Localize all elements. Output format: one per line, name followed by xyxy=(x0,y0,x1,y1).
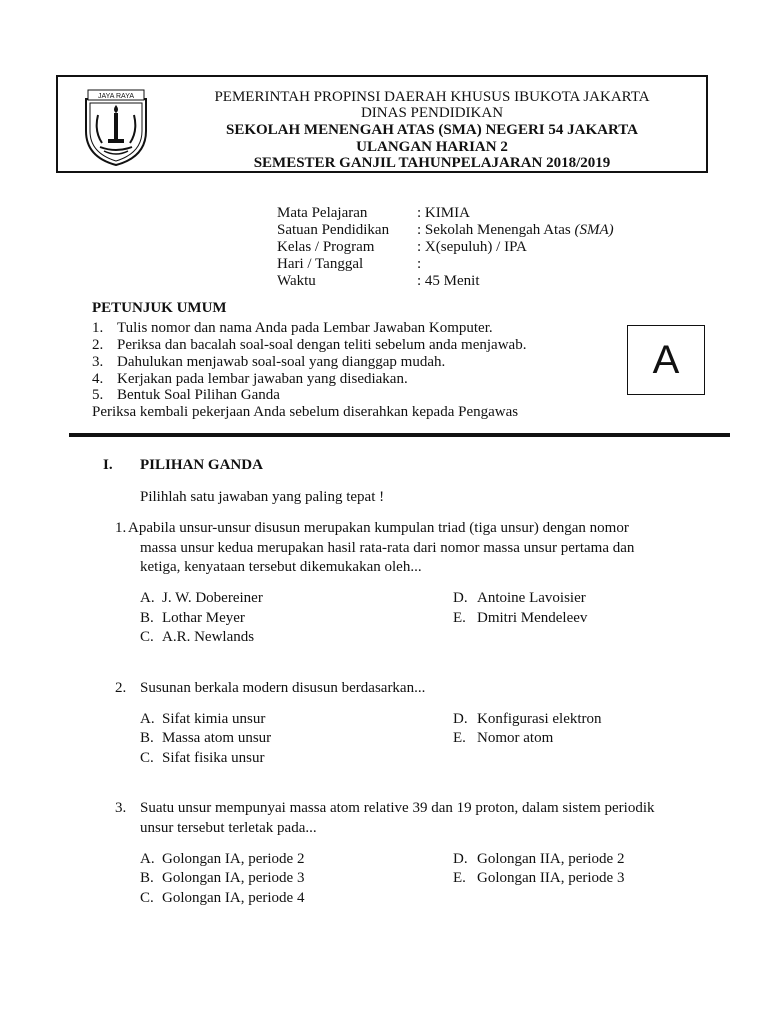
instruction-text: Dahulukan menjawab soal-soal yang dianggap mudah. xyxy=(117,354,446,370)
identity-value: : xyxy=(417,256,422,272)
identity-label: Mata Pelajaran xyxy=(277,205,368,221)
instruction-number: 2. xyxy=(92,337,104,353)
option-text: Dmitri Mendeleev xyxy=(477,610,588,626)
option-text: Golongan IIA, periode 2 xyxy=(477,851,625,867)
option-letter: E. xyxy=(453,610,466,626)
option-letter: D. xyxy=(453,590,468,606)
option-text: Golongan IA, periode 4 xyxy=(162,890,305,906)
identity-label: Waktu xyxy=(277,273,316,289)
question-number: 1. xyxy=(115,520,127,536)
option-text: Sifat fisika unsur xyxy=(162,750,265,766)
option-letter: B. xyxy=(140,610,154,626)
question-text: massa unsur kedua merupakan hasil rata-rata dari nomor massa unsur pertama dan xyxy=(140,540,635,556)
option-letter: B. xyxy=(140,730,154,746)
instructions-title: PETUNJUK UMUM xyxy=(92,300,227,316)
section-number: I. xyxy=(103,457,113,473)
identity-value: : KIMIA xyxy=(417,205,470,221)
instruction-text: Periksa dan bacalah soal-soal dengan teliti sebelum anda menjawab. xyxy=(117,337,527,353)
identity-value-main: : Sekolah Menengah Atas xyxy=(417,222,575,238)
header-school: SEKOLAH MENENGAH ATAS (SMA) NEGERI 54 JAKARTA xyxy=(225,122,638,138)
option-text: Golongan IIA, periode 3 xyxy=(477,870,625,886)
instruction-number: 3. xyxy=(92,354,104,370)
option-letter: E. xyxy=(453,730,466,746)
identity-value: : X(sepuluh) / IPA xyxy=(417,239,527,255)
question-number: 3. xyxy=(115,800,127,816)
header-exam-title: ULANGAN HARIAN 2 xyxy=(356,139,508,155)
option-letter: D. xyxy=(453,851,468,867)
instruction-number: 5. xyxy=(92,387,104,403)
jakarta-emblem-icon xyxy=(80,87,152,167)
question-text: ketiga, kenyataan tersebut dikemukakan oleh... xyxy=(140,559,422,575)
header-department: DINAS PENDIDIKAN xyxy=(360,105,504,121)
svg-text:JAYA RAYA: JAYA RAYA xyxy=(97,93,135,100)
option-text: J. W. Dobereiner xyxy=(162,590,263,606)
option-text: Golongan IA, periode 3 xyxy=(162,870,305,886)
option-text: Massa atom unsur xyxy=(162,730,272,746)
option-letter: C. xyxy=(140,750,154,766)
question-text: Suatu unsur mempunyai massa atom relative 39 dan 19 proton, dalam sistem periodik xyxy=(140,800,655,816)
instruction-text: Bentuk Soal Pilihan Ganda xyxy=(117,387,280,403)
question-text: unsur tersebut terletak pada... xyxy=(140,820,317,836)
instruction-text: Kerjakan pada lembar jawaban yang disediakan. xyxy=(117,371,408,387)
option-text: Nomor atom xyxy=(477,730,554,746)
question-text: Apabila unsur-unsur disusun merupakan kumpulan triad (tiga unsur) dengan nomor xyxy=(128,520,629,536)
option-letter: A. xyxy=(140,590,155,606)
option-text: Lothar Meyer xyxy=(162,610,245,626)
option-text: A.R. Newlands xyxy=(162,629,255,645)
option-letter: D. xyxy=(453,711,468,727)
instruction-text: Tulis nomor dan nama Anda pada Lembar Jawaban Komputer. xyxy=(117,320,493,336)
instruction-number: 4. xyxy=(92,371,104,387)
section-intro: Pilihlah satu jawaban yang paling tepat ! xyxy=(140,489,385,505)
instruction-number: 1. xyxy=(92,320,104,336)
option-text: Konfigurasi elektron xyxy=(477,711,602,727)
instructions-closing: Periksa kembali pekerjaan Anda sebelum diserahkan kepada Pengawas xyxy=(92,404,519,420)
option-text: Golongan IA, periode 2 xyxy=(162,851,305,867)
identity-value xyxy=(417,222,614,239)
option-letter: A. xyxy=(140,851,155,867)
option-letter: C. xyxy=(140,890,154,906)
option-letter: E. xyxy=(453,870,466,886)
question-number: 2. xyxy=(115,680,127,696)
identity-value: : 45 Menit xyxy=(417,273,480,289)
section-title: PILIHAN GANDA xyxy=(140,457,263,473)
option-text: Sifat kimia unsur xyxy=(162,711,266,727)
header-government: PEMERINTAH PROPINSI DAERAH KHUSUS IBUKOTA JAKARTA xyxy=(214,89,650,105)
header-box xyxy=(56,75,708,173)
option-letter: A. xyxy=(140,711,155,727)
option-letter: B. xyxy=(140,870,154,886)
option-text: Antoine Lavoisier xyxy=(477,590,586,606)
identity-label: Satuan Pendidikan xyxy=(277,222,390,238)
question-text: Susunan berkala modern disusun berdasarkan... xyxy=(140,680,426,696)
header-semester: SEMESTER GANJIL TAHUNPELAJARAN 2018/2019 xyxy=(253,155,611,171)
identity-label: Kelas / Program xyxy=(277,239,375,255)
identity-value-italic: (SMA) xyxy=(574,222,614,238)
option-letter: C. xyxy=(140,629,154,645)
identity-label: Hari / Tanggal xyxy=(277,256,364,272)
exam-version-box: A xyxy=(627,325,705,395)
section-divider xyxy=(69,433,730,437)
